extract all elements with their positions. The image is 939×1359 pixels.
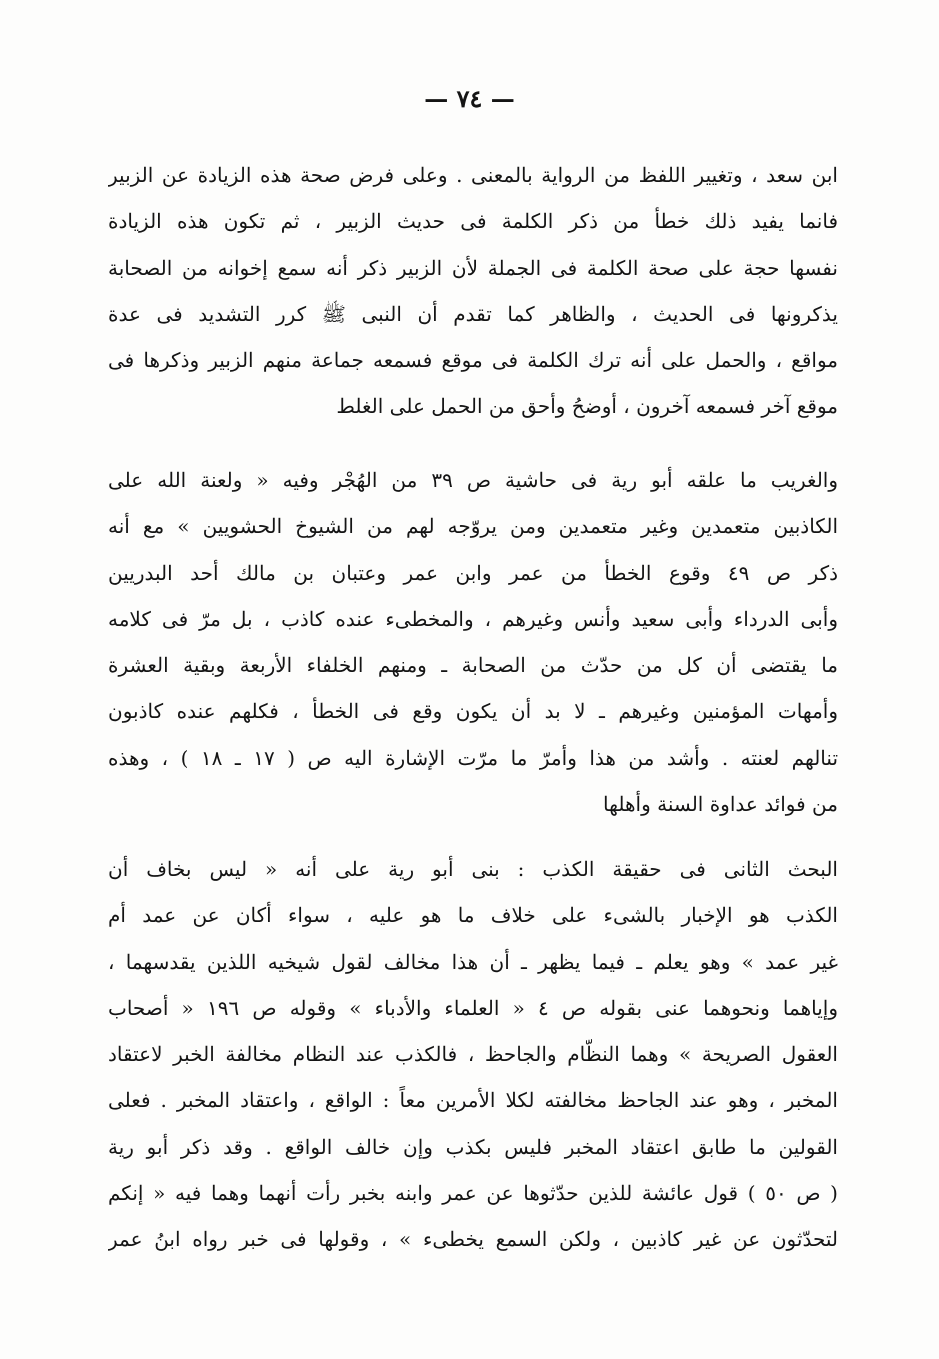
text-line: ( ص ٥٠ ) قول عائشة للذين حدّثوها عن عمر وابنه بخبر رأت أنهما وهما فيه « إنكم [108,1181,838,1206]
text-line: البحث الثانى فى حقيقة الكذب : بنى أبو رية على أنه « ليس بخاف أن [108,857,838,881]
paragraph-2 [108,457,838,827]
text-line: العقول الصريحة » وهما النظّام والجاحظ ، فالكذب عند النظام مخالفة الخبر لاعتقاد [108,1042,838,1067]
text-line: ذكر ص ٤٩ وقوع الخطأ من عمر وابن عمر وعتبان بن مالك أحد البدريين [108,560,838,585]
page-number: — ٧٤ — [424,84,515,113]
text-line: وأبى الدرداء وأبى سعيد وأنس وغيرهم ، والمخطىء عنده كاذب ، بل مرّ فى كلامه [108,606,838,631]
text-line: مواقع ، والحمل على أنه ترك الكلمة فى موقع فسمعه جماعة منهم الزبير وذكرها فى [108,348,838,373]
text-line: نفسها حجة على صحة الكلمة فى الجملة لأن الزبير ذكر أنه سمع إخوانه من الصحابة [108,255,838,280]
text-line: المخبر ، وهو عند الجاحظ مخالفته لكلا الأمرين معاً : الواقع ، واعتقاد المخبر . فعلى [108,1088,838,1113]
text-line: تنالهم لعنته . وأشد من هذا وأمرّ ما مرّت الإشارة اليه ص ( ١٧ ـ ١٨ ) ، وهذه [108,745,838,770]
text-line: يذكرونها فى الحديث ، والظاهر كما تقدم أن النبى ﷺ كرر التشديد فى عدة [108,301,838,326]
text-line: الكاذبين متعمدين وغير متعمدين ومن يروّجه لهم من الشيوخ الحشويين » مع أنه [108,514,838,539]
text-line: ابن سعد ، وتغيير اللفظ من الرواية بالمعنى . وعلى فرض صحة هذه الزيادة عن الزبير [108,163,838,187]
text-line: موقع آخر فسمعه آخرون ، أوضحُ وأحق من الحمل على الغلط [336,394,838,419]
text-line: القولين ما طابق اعتقاد المخبر فليس بكذب وإن خالف الواقع . وقد ذكر أبو رية [108,1134,838,1159]
text-line: وإياهما ونحوهما عنى بقوله ص ٤ « العلماء والأدباء » وقوله ص ١٩٦ « أصحاب [108,995,838,1020]
text-line: الكذب هو الإخبار بالشىء على خلاف ما هو عليه ، سواء أكان عن عمد أم [108,903,838,928]
text-line: ما يقتضى أن كل من حدّث من الصحابة ـ ومنهم الخلفاء الأربعة وبقية العشرة [108,653,838,678]
text-line: وأمهات المؤمنين وغيرهم ـ لا بد أن يكون وقع فى الخطأ ، فكلهم عنده كاذبون [108,699,838,724]
text-line: والغريب ما علقه أبو رية فى حاشية ص ٣٩ من الهُجْر وفيه « ولعنة الله على [108,468,838,492]
text-line: غير عمد » وهو يعلم ـ فيما يظهر ـ أن هذا مخالف لقول شيخيه اللذين يقدسهما ، [108,949,838,974]
text-line: فانما يفيد ذلك خطأ من ذكر الكلمة فى حديث الزبير ، ثم تكون هذه الزيادة [108,209,838,234]
text-line: لتحدّثون عن غير كاذبين ، ولكن السمع يخطىء » ، وقولها فى خبر رواه ابنُ عمر [108,1227,838,1252]
text-line: من فوائد عداوة السنة وأهلها [603,792,838,817]
paragraph-3 [108,846,838,1263]
paragraph-1 [108,152,838,430]
